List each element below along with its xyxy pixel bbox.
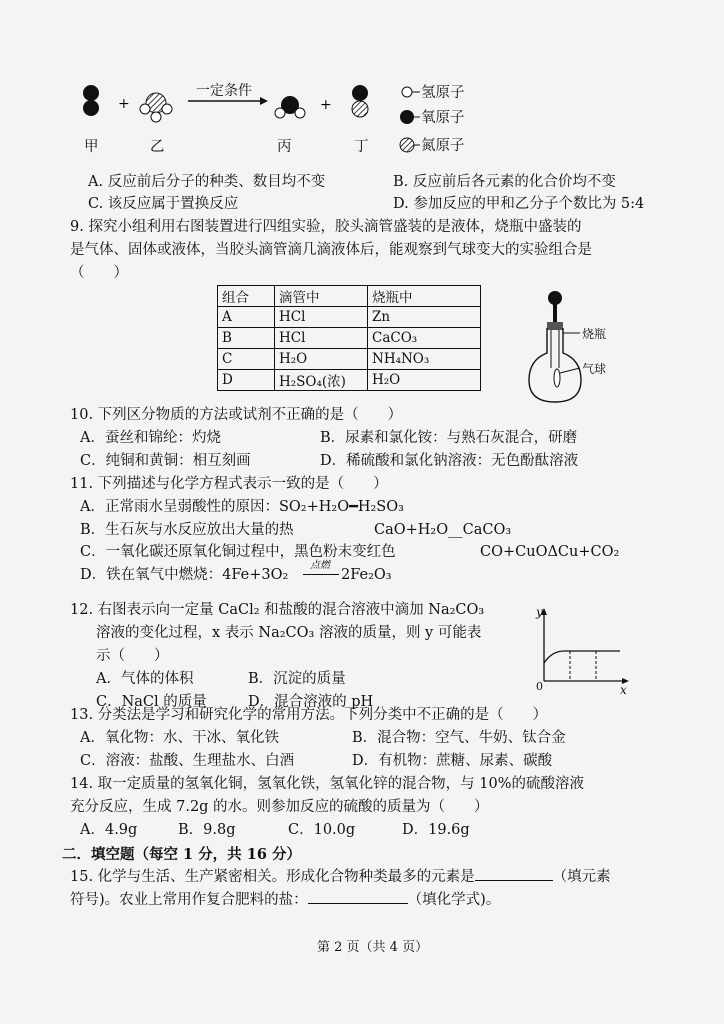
q8-option-a: A. 反应前后分子的种类、数目均不变 — [88, 174, 326, 190]
q12-line-3: 示（ ） — [96, 648, 169, 664]
legend-oxygen: 氧原子 — [421, 110, 465, 126]
q14-option-d: D．19.6g — [402, 822, 470, 838]
q11-option-d-tail: 2Fe₂O₃ — [341, 567, 392, 583]
q9-line-1: 9. 探究小组利用右图装置进行四组实验，胶头滴管盛装的是液体，烧瓶中盛装的 — [70, 219, 582, 235]
q11-option-a: A．正常雨水呈弱酸性的原因：SO₂+H₂O━H₂SO₃ — [80, 499, 404, 515]
q15-part-3: 符号)。农业上常用作复合肥料的盐： — [70, 892, 308, 908]
balloon-label: 气球 — [582, 362, 607, 376]
cell: D — [218, 370, 275, 391]
molecule-jia — [83, 85, 99, 116]
cell: H₂SO₄(浓) — [275, 370, 368, 391]
q8-option-b: B. 反应前后各元素的化合价均不变 — [393, 174, 616, 190]
q11-option-c-equation: CO+CuOΔCu+CO₂ — [480, 544, 620, 560]
q11-option-b: B．生石灰与水反应放出大量的热 — [80, 522, 294, 538]
svg-text:+: + — [320, 97, 332, 113]
q13-option-c: C．溶液：盐酸、生理盐水、白酒 — [80, 753, 295, 769]
q15-line-2 — [70, 889, 500, 910]
section-heading: 二．填空题（每空 1 分，共 16 分） — [62, 846, 301, 863]
q12-line-2: 溶液的变化过程，x 表示 Na₂CO₃ 溶液的质量，则 y 可能表 — [96, 625, 482, 641]
q12-option-a: A．气体的体积 — [96, 671, 194, 687]
graph-axis-x: x — [620, 683, 627, 697]
table-row — [218, 328, 481, 349]
cell: B — [218, 328, 275, 349]
flask-apparatus — [525, 288, 595, 408]
header-dropper: 滴管中 — [275, 286, 368, 307]
table-row — [218, 307, 481, 328]
table-row — [218, 349, 481, 370]
graph-origin: 0 — [536, 680, 543, 693]
cell: CaCO₃ — [368, 328, 481, 349]
label-yi: 乙 — [150, 139, 165, 155]
q13-option-a: A．氧化物：水、干冰、氧化铁 — [80, 730, 279, 746]
q14-line-2: 充分反应，生成 7.2g 的水。则参加反应的硫酸的质量为（ ） — [70, 799, 489, 815]
q11-option-c: C．一氧化碳还原氧化铜过程中，黑色粉末变红色 — [80, 544, 396, 560]
label-bing: 丙 — [277, 139, 292, 155]
q10-option-b: B．尿素和氯化铵：与熟石灰混合，研磨 — [320, 430, 578, 446]
q11-option-d-condition: 点燃 — [310, 560, 330, 571]
molecule-bing — [275, 96, 305, 118]
q15-part-4: （填化学式)。 — [407, 892, 501, 908]
table-row — [218, 370, 481, 391]
cell: HCl — [275, 328, 368, 349]
q13-option-d: D．有机物：蔗糖、尿素、碳酸 — [352, 753, 553, 769]
cell: NH₄NO₃ — [368, 349, 481, 370]
graph-axis-y: y — [536, 605, 543, 619]
q11-stem: 11. 下列描述与化学方程式表示一致的是（ ） — [70, 476, 388, 492]
table-header — [218, 286, 481, 307]
cell: H₂O — [275, 349, 368, 370]
q11-option-d-arrow — [303, 574, 339, 575]
q13-stem: 13. 分类法是学习和研究化学的常用方法。下列分类中不正确的是（ ） — [70, 707, 548, 723]
q12-line-1: 12. 右图表示向一定量 CaCl₂ 和盐酸的混合溶液中滴加 Na₂CO₃ — [70, 602, 485, 618]
experiment-table — [217, 285, 481, 391]
cell: A — [218, 307, 275, 328]
page-footer: 第 2 页（共 4 页） — [317, 940, 429, 955]
cell: HCl — [275, 307, 368, 328]
flask-label: 烧瓶 — [582, 327, 607, 341]
header-flask: 烧瓶中 — [368, 286, 481, 307]
reaction-condition: 一定条件 — [196, 83, 252, 99]
q10-option-c: C．纯铜和黄铜：相互刻画 — [80, 453, 251, 469]
q13-option-b: B．混合物：空气、牛奶、钛合金 — [352, 730, 566, 746]
q10-option-d: D．稀硫酸和氯化钠溶液：无色酚酞溶液 — [320, 453, 579, 469]
q12-graph — [530, 605, 630, 690]
q8-option-c: C. 该反应属于置换反应 — [88, 196, 239, 212]
q11-option-d: D．铁在氧气中燃烧：4Fe+3O₂ — [80, 567, 289, 583]
cell: C — [218, 349, 275, 370]
cell: Zn — [368, 307, 481, 328]
label-ding: 丁 — [354, 139, 369, 155]
q14-option-a: A．4.9g — [80, 822, 138, 838]
label-jia: 甲 — [84, 139, 99, 155]
cell: H₂O — [368, 370, 481, 391]
legend-hydrogen: 氢原子 — [421, 85, 465, 101]
q12-option-c: C．NaCl 的质量 — [96, 694, 207, 710]
header-group: 组合 — [218, 286, 275, 307]
q15-line-1 — [70, 866, 611, 887]
q9-line-3: （ ） — [70, 265, 128, 281]
q14-line-1: 14. 取一定质量的氢氧化铜，氢氧化铁，氢氧化锌的混合物，与 10%的硫酸溶液 — [70, 776, 585, 792]
q10-option-a: A．蚕丝和锦纶：灼烧 — [80, 430, 221, 446]
blank-chemical-formula[interactable] — [308, 889, 408, 904]
q11-option-b-equation: CaO+H₂O__CaCO₃ — [374, 522, 512, 538]
q14-option-b: B．9.8g — [178, 822, 236, 838]
q8-option-d: D. 参加反应的甲和乙分子个数比为 5:4 — [393, 196, 645, 212]
atom-legend — [400, 87, 420, 152]
q14-option-c: C．10.0g — [288, 822, 356, 838]
svg-text:+: + — [118, 96, 130, 112]
q12-option-d: D．混合溶液的 pH — [248, 694, 374, 710]
molecule-ding — [352, 85, 368, 117]
q15-part-1: 15. 化学与生活、生产紧密相关。形成化合物种类最多的元素是 — [70, 869, 475, 885]
legend-nitrogen: 氮原子 — [421, 138, 465, 154]
molecule-yi — [140, 93, 172, 122]
q12-option-b: B．沉淀的质量 — [248, 671, 346, 687]
blank-element-symbol[interactable] — [475, 866, 553, 881]
q10-stem: 10. 下列区分物质的方法或试剂不正确的是（ ） — [70, 407, 403, 423]
q15-part-2: （填元素 — [552, 869, 611, 885]
q9-line-2: 是气体、固体或液体，当胶头滴管滴几滴液体后，能观察到气球变大的实验组合是 — [70, 242, 592, 258]
